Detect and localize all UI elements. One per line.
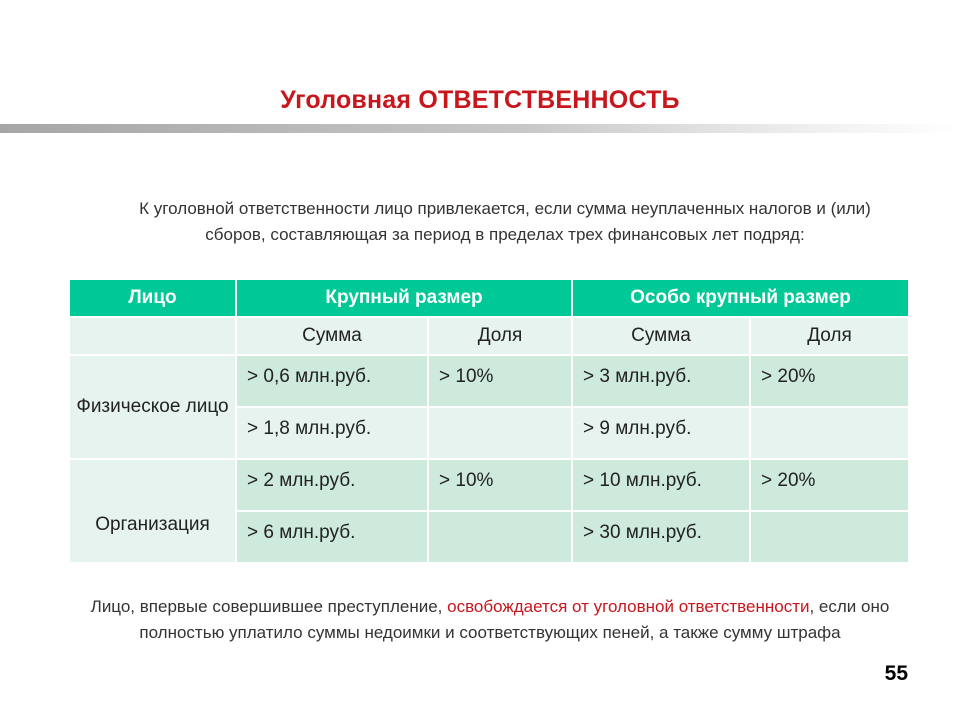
cell-large-sum: > 0,6 млн.руб. — [236, 355, 428, 407]
title-part-2: ОТВЕТСТВЕННОСТЬ — [418, 86, 680, 114]
table-header-row — [69, 279, 909, 317]
cell-large-share — [428, 511, 572, 563]
header-person: Лицо — [69, 279, 236, 317]
cell-large-share — [428, 407, 572, 459]
intro-text: К уголовной ответственности лицо привлекается, если сумма неуплаченных налогов и (или) сборов, составляющая за период в пределах трех финансовых лет подряд: — [139, 199, 871, 244]
title-part-1: Уголовная — [280, 86, 412, 114]
subheader-xl-sum: Сумма — [572, 317, 750, 355]
footer-highlight: освобождается от уголовной ответственности — [447, 597, 810, 616]
cell-xl-share — [750, 407, 909, 459]
header-extra-large: Особо крупный размер — [572, 279, 909, 317]
entity-organization: Организация — [69, 459, 236, 563]
table-row — [69, 355, 909, 407]
subheader-large-share: Доля — [428, 317, 572, 355]
footer-part-1: Лицо, впервые совершившее преступление, — [90, 597, 448, 616]
cell-xl-sum: > 3 млн.руб. — [572, 355, 750, 407]
cell-large-sum: > 2 млн.руб. — [236, 459, 428, 511]
cell-xl-sum: > 9 млн.руб. — [572, 407, 750, 459]
cell-xl-share: > 20% — [750, 355, 909, 407]
cell-xl-share — [750, 511, 909, 563]
cell-large-sum: > 6 млн.руб. — [236, 511, 428, 563]
cell-xl-sum: > 30 млн.руб. — [572, 511, 750, 563]
cell-xl-share: > 20% — [750, 459, 909, 511]
cell-xl-sum: > 10 млн.руб. — [572, 459, 750, 511]
table-row — [69, 459, 909, 511]
subheader-xl-share: Доля — [750, 317, 909, 355]
cell-large-share: > 10% — [428, 355, 572, 407]
subheader-large-sum: Сумма — [236, 317, 428, 355]
footer-text — [90, 594, 890, 646]
cell-large-share: > 10% — [428, 459, 572, 511]
cell-large-sum: > 1,8 млн.руб. — [236, 407, 428, 459]
page-number: 55 — [884, 662, 908, 685]
footer-part-2: , если оно полностью уплатило суммы недоимки и соответствующих пеней, а также сумму штрафа — [139, 597, 890, 642]
title-divider — [0, 124, 960, 133]
slide-title — [0, 86, 960, 115]
entity-individual: Физическое лицо — [69, 355, 236, 459]
header-large: Крупный размер — [236, 279, 572, 317]
table-subheader-row — [69, 317, 909, 355]
criteria-table — [68, 278, 910, 564]
subheader-empty — [69, 317, 236, 355]
